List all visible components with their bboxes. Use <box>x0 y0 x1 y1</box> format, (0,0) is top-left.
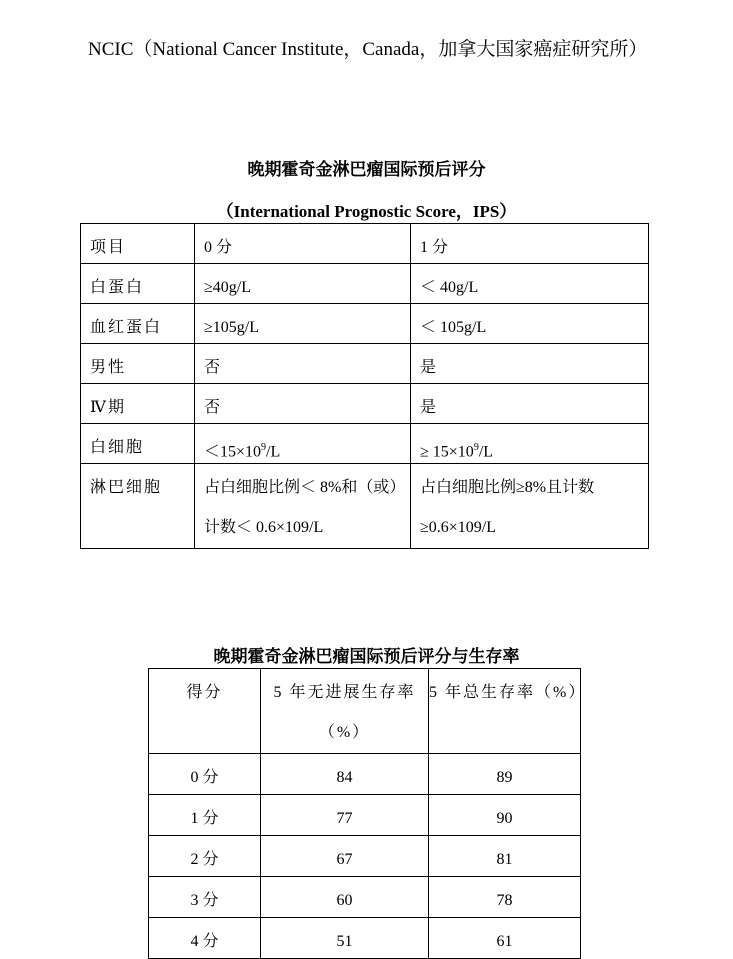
pfs-cell: 67 <box>261 836 429 877</box>
score1-exponent: 9 <box>473 442 479 453</box>
score1-prefix: ≥ 15×10 <box>420 443 474 461</box>
score1-cell: 占白细胞比例≥8%且计数≥0.6×109/L <box>411 464 649 549</box>
score0-exponent: 9 <box>261 442 267 453</box>
score0-cell: 否 <box>195 344 411 384</box>
score1-cell: ＜ 40g/L <box>411 264 649 304</box>
score-cell: 3 分 <box>149 877 261 918</box>
header-cell-score0: 0 分 <box>195 224 411 264</box>
score0-cell: 占白细胞比例＜ 8%和（或）计数＜ 0.6×109/L <box>195 464 411 549</box>
table-row <box>81 304 649 344</box>
ips-table-subtitle: （International Prognostic Score，IPS） <box>216 202 517 221</box>
os-cell: 61 <box>429 918 581 959</box>
row-label-cell: 血红蛋白 <box>81 304 195 344</box>
table-row <box>149 918 581 959</box>
os-cell: 81 <box>429 836 581 877</box>
score-cell: 4 分 <box>149 918 261 959</box>
table-row <box>149 877 581 918</box>
pfs-cell: 60 <box>261 877 429 918</box>
os-cell: 90 <box>429 795 581 836</box>
table-row <box>81 464 649 549</box>
table-row <box>149 836 581 877</box>
header-cell-score: 得分 <box>149 669 261 754</box>
score0-cell: ≥105g/L <box>195 304 411 344</box>
score1-cell: 是 <box>411 384 649 424</box>
score0-cell: ≥40g/L <box>195 264 411 304</box>
score1-cell: 是 <box>411 344 649 384</box>
ips-table-title: 晚期霍奇金淋巴瘤国际预后评分 <box>247 160 486 179</box>
score1-suffix: /L <box>478 443 494 461</box>
row-label-cell: 男性 <box>81 344 195 384</box>
header-cell-pfs: 5 年无进展生存率（%） <box>261 669 429 754</box>
table-row <box>81 384 649 424</box>
table-row <box>149 795 581 836</box>
row-label-cell: 白蛋白 <box>81 264 195 304</box>
score0-suffix: /L <box>266 443 281 461</box>
header-cell-item: 项目 <box>81 224 195 264</box>
intro-paragraph: NCIC（National Cancer Institute，Canada，加拿大国家癌症研究所） <box>88 39 648 60</box>
ips-table <box>80 223 649 549</box>
score0-cell <box>195 424 411 464</box>
score1-cell <box>411 424 649 464</box>
table-header-row <box>149 669 581 754</box>
score-cell: 2 分 <box>149 836 261 877</box>
pfs-cell: 77 <box>261 795 429 836</box>
header-cell-os: 5 年总生存率（%） <box>429 669 581 754</box>
table-row <box>81 264 649 304</box>
survival-table <box>148 668 587 959</box>
header-cell-score1: 1 分 <box>411 224 649 264</box>
score-cell: 1 分 <box>149 795 261 836</box>
pfs-cell: 84 <box>261 754 429 795</box>
row-label-cell: 淋巴细胞 <box>81 464 195 549</box>
table-row <box>149 754 581 795</box>
pfs-cell: 51 <box>261 918 429 959</box>
os-cell: 78 <box>429 877 581 918</box>
table-row <box>81 424 649 464</box>
os-cell: 89 <box>429 754 581 795</box>
table-row <box>81 344 649 384</box>
row-label-cell: Ⅳ期 <box>81 384 195 424</box>
table-header-row <box>81 224 649 264</box>
score0-cell: 否 <box>195 384 411 424</box>
score-cell: 0 分 <box>149 754 261 795</box>
survival-table-title: 晚期霍奇金淋巴瘤国际预后评分与生存率 <box>213 647 520 666</box>
score0-prefix: ＜15×10 <box>204 443 262 461</box>
row-label-cell: 白细胞 <box>81 424 195 464</box>
score1-cell: ＜ 105g/L <box>411 304 649 344</box>
